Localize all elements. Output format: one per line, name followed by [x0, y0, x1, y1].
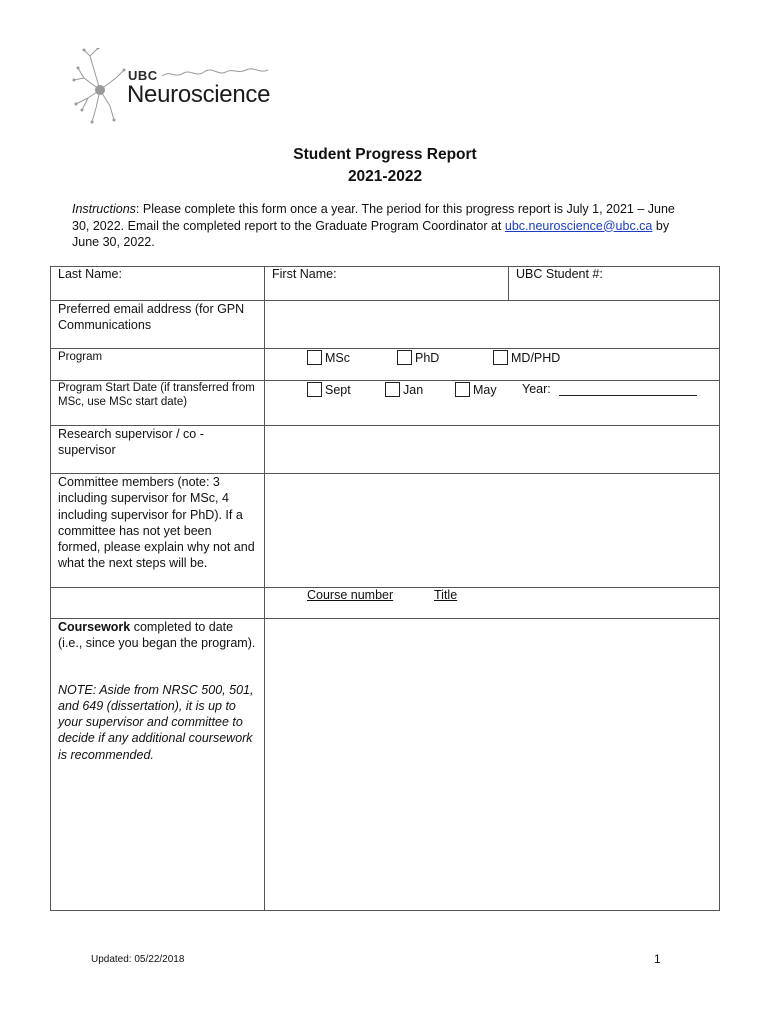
checkbox-icon: [307, 350, 322, 365]
student-number-field[interactable]: [509, 267, 720, 301]
start-year-field[interactable]: [522, 382, 697, 396]
instructions-deadline: by June 30, 2022.: [72, 218, 670, 249]
first-name-label: First Name:: [272, 267, 337, 281]
page-number: 1: [654, 952, 661, 966]
program-msc-checkbox[interactable]: [307, 350, 350, 365]
program-msc-label: MSc: [325, 350, 350, 365]
updated-date: Updated: 05/22/2018: [91, 954, 185, 965]
checkbox-icon: [455, 382, 470, 397]
supervisor-label: Research supervisor / co - supervisor: [58, 427, 204, 457]
start-date-label: Program Start Date (if transferred from MSc, use MSc start date): [58, 382, 255, 408]
program-mdphd-label: MD/PHD: [511, 350, 561, 365]
logo-ubc-text: UBC: [128, 68, 158, 83]
progress-form-table: [50, 266, 720, 911]
student-number-label: UBC Student #:: [516, 267, 603, 281]
email-label: Preferred email address (for GPN Communications: [58, 302, 245, 332]
coursework-bold: Coursework: [58, 620, 131, 634]
program-mdphd-checkbox[interactable]: [493, 350, 560, 365]
report-title: Student Progress Report: [293, 146, 477, 163]
committee-label: Committee members (note: 3 including supervisor for MSc, 4 including supervisor for PhD). If a committee has not yet been formed, please explain why not and what the next steps will be.: [58, 475, 255, 571]
checkbox-icon: [397, 350, 412, 365]
program-phd-checkbox[interactable]: [397, 350, 439, 365]
program-phd-label: PhD: [415, 350, 440, 365]
last-name-field[interactable]: [51, 267, 265, 301]
committee-field[interactable]: [265, 474, 720, 588]
start-jan-label: Jan: [403, 382, 424, 397]
email-field[interactable]: [265, 301, 720, 349]
coursework-label: [58, 619, 257, 652]
checkbox-icon: [493, 350, 508, 365]
program-label: Program: [58, 351, 103, 363]
ubc-neuroscience-logo: [70, 48, 300, 130]
first-name-field[interactable]: [265, 267, 509, 301]
start-may-checkbox[interactable]: [455, 382, 497, 397]
start-may-label: May: [473, 382, 497, 397]
supervisor-field[interactable]: [265, 426, 720, 474]
start-year-label: Year:: [522, 382, 551, 396]
logo-neuroscience-text: Neuroscience: [127, 81, 271, 108]
coursework-note: NOTE: Aside from NRSC 500, 501, and 649 (dissertation), it is up to your supervisor and committee to decide if any additional coursework is recommended.: [58, 682, 254, 762]
course-title-header: Title: [434, 588, 458, 602]
course-number-header: Course number: [307, 588, 394, 602]
last-name-label: Last Name:: [58, 267, 122, 281]
instructions-text: : Please complete this form once a year. The period for this progress report is July 1, 2021 – June 30, 2022. Email the completed report to the Graduate Program Coordinator at: [72, 202, 675, 233]
report-year: 2021-2022: [347, 168, 423, 185]
coursework-text: completed to date (i.e., since you began the program).: [58, 620, 256, 651]
coursework-field[interactable]: [265, 619, 720, 911]
instructions: [72, 201, 682, 251]
coordinator-email-link[interactable]: ubc.neuroscience@ubc.ca: [504, 218, 653, 233]
start-sept-label: Sept: [325, 382, 351, 397]
checkbox-icon: [307, 382, 322, 397]
instructions-label: Instructions: [72, 202, 136, 216]
year-underline: [559, 383, 697, 396]
checkbox-icon: [385, 382, 400, 397]
start-jan-checkbox[interactable]: [385, 382, 423, 397]
start-sept-checkbox[interactable]: [307, 382, 351, 397]
